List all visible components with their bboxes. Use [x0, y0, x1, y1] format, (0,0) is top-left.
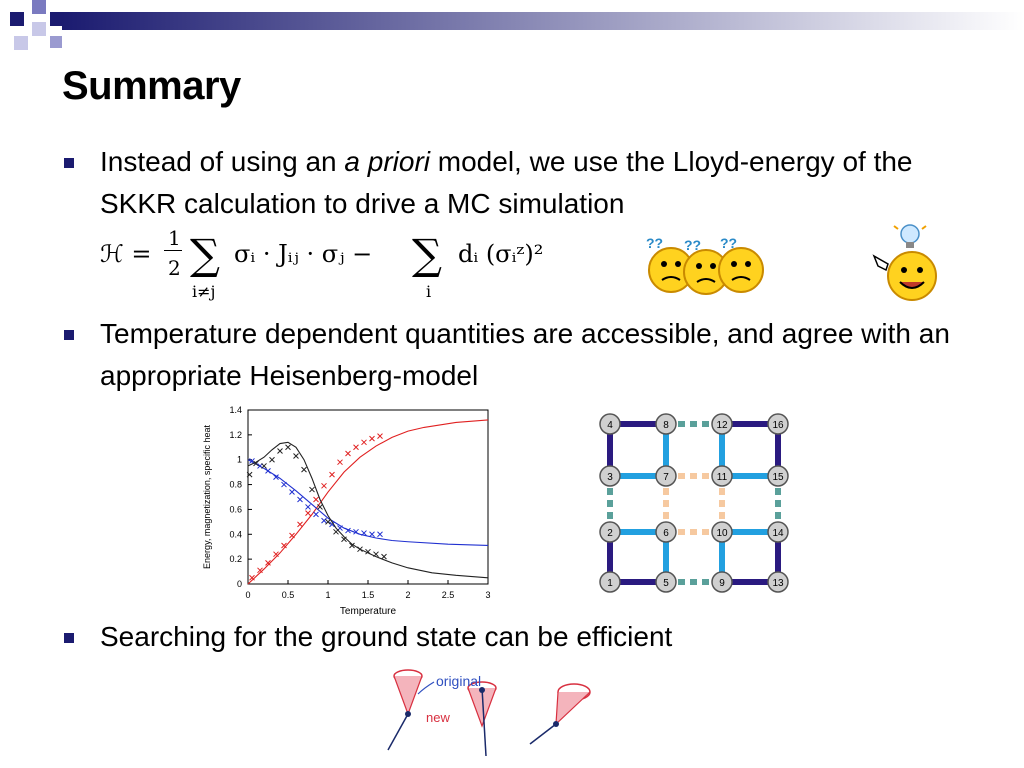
bullet-1-part2: model, we use the Lloyd-energy of the SKKR calculation to drive a MC simulation [100, 146, 913, 219]
y-tick-label: 1.4 [229, 405, 242, 415]
fraction-bar [164, 250, 182, 252]
y-tick-label: 0 [236, 579, 242, 589]
lattice-node-label: 15 [772, 472, 784, 483]
thinking-smileys-icon [636, 234, 776, 304]
y-axis-label: Energy, magnetization, specific heat [202, 425, 212, 569]
svg-text:??: ?? [646, 235, 664, 251]
lattice-node-label: 7 [663, 472, 669, 483]
formula-term2: dᵢ (σᵢᶻ)² [458, 240, 544, 268]
lattice-node-label: 16 [772, 420, 784, 431]
bullet-marker [64, 633, 74, 643]
plot-frame [248, 410, 488, 584]
lattice-node-label: 13 [772, 578, 784, 589]
y-tick-label: 0.4 [229, 529, 242, 540]
lattice-node-label: 10 [716, 528, 728, 539]
lattice-node-label: 3 [607, 472, 613, 483]
lattice-node-label: 4 [607, 420, 613, 431]
spin-cone-icon [530, 684, 590, 744]
y-tick-label: 1 [236, 454, 242, 465]
y-tick-label: 0.6 [229, 504, 242, 515]
thinking-smiley-icon [719, 235, 763, 292]
lattice-node-label: 9 [719, 578, 725, 589]
lattice-node-label: 8 [663, 420, 669, 431]
formula-half-num: 1 [168, 226, 181, 250]
lattice-node-label: 11 [716, 472, 728, 483]
x-tick-label: 1 [325, 590, 331, 600]
spin-cone-icon [388, 670, 422, 750]
formula-lhs: ℋ = [100, 240, 152, 268]
lattice-node-label: 14 [772, 528, 784, 539]
lattice-node-label: 1 [607, 578, 613, 589]
y-tick-label: 0.2 [229, 554, 242, 565]
bullet-1-text [100, 141, 980, 225]
bullet-marker [64, 158, 74, 168]
formula-sum1-sub: i≠j [192, 282, 216, 301]
x-tick-label: 1.5 [361, 590, 375, 600]
x-tick-label: 3 [485, 590, 491, 600]
original-label: original [436, 673, 482, 689]
idea-smiley-icon [866, 220, 946, 304]
temperature-chart [198, 404, 498, 620]
title-bar-decoration [0, 0, 1024, 60]
spin-cone-sketch [384, 664, 614, 762]
sum-symbol: ∑ [190, 230, 220, 279]
x-tick-label: 2 [405, 590, 411, 600]
spin-cone-icon [468, 682, 496, 756]
svg-text:??: ?? [720, 235, 738, 251]
y-tick-label: 0.8 [229, 479, 242, 490]
lattice-node-label: 5 [663, 578, 669, 589]
formula-half-den: 2 [168, 256, 181, 280]
new-label: new [426, 710, 450, 725]
lattice-node-label: 2 [607, 528, 613, 539]
bullet-1-italic: a priori [344, 146, 430, 177]
x-tick-label: 0.5 [281, 590, 295, 600]
formula-term1: σᵢ · Jᵢⱼ · σⱼ − [234, 240, 373, 268]
sum-symbol: ∑ [412, 230, 442, 279]
svg-text:??: ?? [684, 237, 702, 253]
lattice-node-label: 12 [716, 420, 728, 431]
x-axis-label: Temperature [339, 606, 397, 617]
heisenberg-lattice-diagram [590, 408, 796, 598]
bullet-1-part1: Instead of using an [100, 146, 345, 177]
x-tick-label: 0 [245, 590, 251, 600]
slide-title: Summary [62, 64, 241, 108]
lattice-node-label: 6 [663, 528, 669, 539]
x-tick-label: 2.5 [441, 590, 455, 600]
bullet-marker [64, 330, 74, 340]
bullet-3-text: Searching for the ground state can be efficient [100, 621, 673, 652]
y-tick-label: 1.2 [229, 429, 242, 440]
bullet-2-text: Temperature dependent quantities are accessible, and agree with an appropriate Heisenberg-model [100, 318, 950, 391]
formula-sum2-sub: i [426, 282, 432, 301]
